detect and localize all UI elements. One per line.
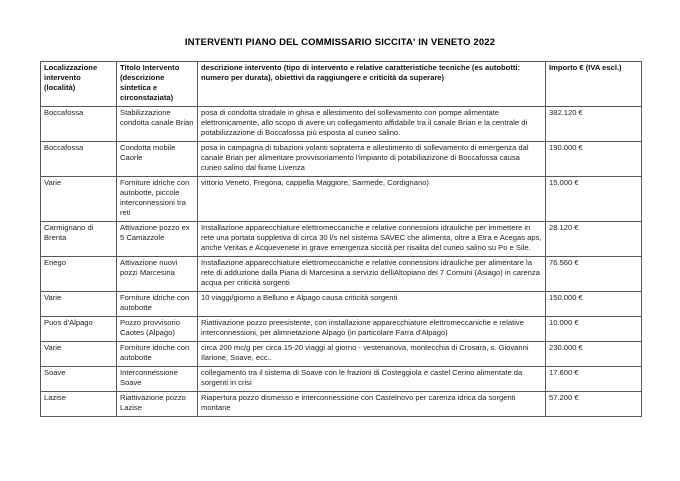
cell-importo: 190.000 € <box>546 142 642 177</box>
cell-importo: 150.000 € <box>546 292 642 317</box>
table-row <box>41 292 642 317</box>
table-body <box>41 107 642 417</box>
table-header-row <box>41 62 642 107</box>
table-row <box>41 142 642 177</box>
table-row <box>41 107 642 142</box>
cell-importo: 57.200 € <box>546 392 642 417</box>
col-header-importo: Importo € (IVA escl.) <box>546 62 642 107</box>
cell-localizzazione: Varie <box>41 342 117 367</box>
cell-descrizione: Installazione apparecchiature elettromeccaniche e relative connessioni idrauliche per alimentare la rete di adduzione dalla Piana di Marcesina a servizio delliAltopiano dei 7 Comuni (Asiago) in carenza acqua per criticità sorgenti <box>198 257 546 292</box>
cell-localizzazione: Lazise <box>41 392 117 417</box>
cell-importo: 10.000 € <box>546 317 642 342</box>
cell-importo: 28.120 € <box>546 222 642 257</box>
cell-localizzazione: Boccafossa <box>41 142 117 177</box>
cell-titolo: Forniture idriche con autobotte, piccole interconnessioni tra reti <box>117 177 198 222</box>
interventi-table <box>40 61 642 417</box>
table-row <box>41 317 642 342</box>
table-row <box>41 257 642 292</box>
cell-titolo: Attivazione pozzo ex 5 Camazzole <box>117 222 198 257</box>
cell-localizzazione: Enego <box>41 257 117 292</box>
cell-localizzazione: Varie <box>41 177 117 222</box>
cell-importo: 17.600 € <box>546 367 642 392</box>
cell-descrizione: circa 200 mc/g per circa 15-20 viaggi al giorno - vestenanova, montecchia di Crosara, s. Giovanni Ilarione, Soave, ecc.. <box>198 342 546 367</box>
table-row <box>41 222 642 257</box>
cell-titolo: Interconnessione Soave <box>117 367 198 392</box>
cell-localizzazione: Puos d'Alpago <box>41 317 117 342</box>
cell-titolo: Pozzo provvisorio Caotes (Alpago) <box>117 317 198 342</box>
table-row <box>41 367 642 392</box>
cell-localizzazione: Soave <box>41 367 117 392</box>
cell-titolo: Riattivazione pozzo Lazise <box>117 392 198 417</box>
cell-importo: 382.120 € <box>546 107 642 142</box>
cell-titolo: Attivazione nuovi pozzi Marcesina <box>117 257 198 292</box>
cell-descrizione: Riapertura pozzo dismesso e interconnessione con Castelnovo per carenza idrica da sorgenti montane <box>198 392 546 417</box>
col-header-titolo: Titolo Intervento (descrizione sintetica e circonstaziata) <box>117 62 198 107</box>
table-row <box>41 342 642 367</box>
table-row <box>41 392 642 417</box>
cell-descrizione: posa in campagna di tubazioni volanti sopraterra e allestimento di sollevamento di emergenza dal canale Brian per alimentare provvisoriamento l'impianto di potabiliazizone di Boccafossa causa cuneo salino dal fiume Livenza <box>198 142 546 177</box>
cell-descrizione: Installazione apparecchiature elettromeccaniche e relative connessioni idrauliche per immettere in rete una portata suppletiva di circa 30 l/s nel sistema SAVEC che alimenta, oltre a Etra e Acegas aps, anche Veritas e Acquevenete in grave emergenza siccità per risalita del cuneo salino su Po e Sile. <box>198 222 546 257</box>
cell-descrizione: collegamento tra il sistema di Soave con le frazioni di Costeggiola e castel Cerino alimentate da sorgenti in crisi <box>198 367 546 392</box>
cell-importo: 15.000 € <box>546 177 642 222</box>
cell-localizzazione: Boccafossa <box>41 107 117 142</box>
cell-importo: 230.000 € <box>546 342 642 367</box>
cell-titolo: Stabilizzazione condotta canale Brian <box>117 107 198 142</box>
cell-descrizione: 10 viaggi/giorno a Belluno e Alpago causa criticità sorgenti <box>198 292 546 317</box>
cell-titolo: Forniture idriche con autobotte <box>117 342 198 367</box>
cell-descrizione: posa di condotta stradale in ghisa e allestimento del sollevamento con pompe alimentate elettronicamente, allo scopo di avere un collegamento affidabile tra il canale Brian e la centrale di potabilizzazione di Boccafossa più esposta al cuneo salino. <box>198 107 546 142</box>
cell-descrizione: vittorio Veneto, Fregona, cappella Maggiore, Sarmede, Cordignano) <box>198 177 546 222</box>
cell-descrizione: Riattivazione pozzo preesistente, con installazione apparecchiature elettromeccaniche e relative interconnessioni, per alimnetazione Alpago (in particolare Farra d'Alpago) <box>198 317 546 342</box>
col-header-descrizione: descrizione intervento (tipo di intervento e relative caratteristiche tecniche (es autobotti: numero per durata), obiettivi da raggiungere e criticità da superare) <box>198 62 546 107</box>
table-row <box>41 177 642 222</box>
col-header-localizzazione: Localizzazione intervento (località) <box>41 62 117 107</box>
cell-localizzazione: Carmignano di Brenta <box>41 222 117 257</box>
cell-titolo: Forniture idriche con autobotte <box>117 292 198 317</box>
page-title: INTERVENTI PIANO DEL COMMISSARIO SICCITA' IN VENETO 2022 <box>184 37 496 48</box>
cell-localizzazione: Varie <box>41 292 117 317</box>
cell-importo: 76.560 € <box>546 257 642 292</box>
cell-titolo: Condotta mobile Caorle <box>117 142 198 177</box>
